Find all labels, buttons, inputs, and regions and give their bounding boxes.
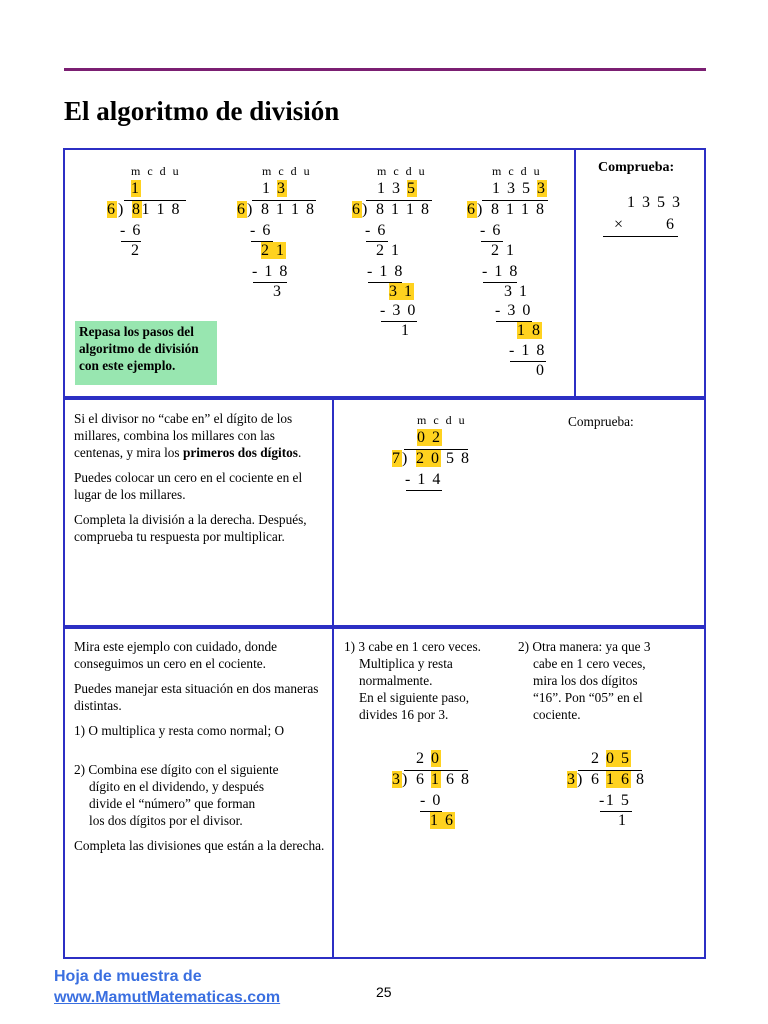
instruction-paragraph: Puedes colocar un cero en el cociente en el lugar de los millares. [74, 470, 303, 502]
quotient: 0 2 [417, 429, 442, 446]
divisor: 6 [107, 201, 117, 218]
place-labels: m c d u [417, 413, 467, 427]
dividend: 81 1 8 [132, 201, 181, 218]
step-subtract: - 3 0 [380, 302, 417, 319]
step-remainder: 2 1 [491, 242, 516, 259]
bracket: ) [477, 201, 484, 218]
review-note: Repasa los pasos del algoritmo de división con este ejemplo. [75, 321, 217, 385]
section-3-text [74, 638, 326, 862]
step-subtract: -1 5 [599, 792, 631, 809]
step-subtract: - 1 8 [252, 263, 289, 280]
step-remainder: 3 [273, 283, 283, 300]
times-sign: × [614, 216, 625, 233]
check-label: Comprueba: [568, 414, 634, 429]
step-remainder: 2 1 [376, 242, 401, 259]
quotient: 2 0 5 [591, 750, 631, 767]
instruction-paragraph: Puedes manejar esta situación en dos maneras distintas. [74, 681, 319, 713]
divisor: 6 [237, 201, 247, 218]
place-labels: m c d u [492, 164, 542, 178]
instruction-paragraph: Completa la división a la derecha. Después, comprueba tu respuesta por multiplicar. [74, 512, 307, 544]
step-subtract: - 6 [120, 222, 142, 239]
section-2-text [74, 410, 326, 553]
step-remainder: 1 8 [517, 322, 542, 339]
place-labels: m c d u [262, 164, 312, 178]
check-title: Comprueba: [598, 160, 675, 175]
step-subtract: - 1 8 [482, 263, 519, 280]
step-remainder: 2 [131, 242, 141, 259]
dividend: 8 1 1 8 [376, 201, 431, 218]
check-multiplier: 6 [666, 216, 676, 233]
section-2-divider [332, 398, 334, 627]
step-remainder: 1 6 [430, 812, 455, 829]
step-subtract: - 6 [480, 222, 502, 239]
divisor: 3 [392, 771, 402, 788]
dividend: 6 1 6 8 [591, 771, 646, 788]
quotient: 1 3 [262, 180, 287, 197]
bracket: ) [402, 450, 409, 467]
divisor: 7 [392, 450, 402, 467]
divisor: 6 [352, 201, 362, 218]
place-labels: m c d u [377, 164, 427, 178]
place-labels: m c d u [131, 164, 181, 178]
instruction-paragraph: Completa las divisiones que están a la derecha. [74, 838, 325, 853]
step-subtract: - 1 8 [509, 342, 546, 359]
bracket: ) [577, 771, 584, 788]
section-1-check-divider [574, 148, 576, 398]
step-subtract: - 1 8 [367, 263, 404, 280]
step-subtract: - 0 [420, 792, 442, 809]
check-rule [603, 236, 678, 237]
dividend: 2 0 5 8 [416, 450, 471, 467]
method-1-text: 1) 3 cabe en 1 cero veces. Multiplica y resta normalmente. En el siguiente paso, divides 16 por 3. [344, 639, 481, 722]
dividend: 6 1 6 8 [416, 771, 471, 788]
instruction-paragraph: Mira este ejemplo con cuidado, donde conseguimos un cero en el cociente. [74, 639, 278, 671]
instruction-paragraph: Si el divisor no “cabe en” el dígito de los millares, combina los millares con las centenas, y mira los primeros dos dígitos. [74, 411, 302, 460]
quotient: 1 3 5 [377, 180, 417, 197]
bracket: ) [402, 771, 409, 788]
dividend: 8 1 1 8 [491, 201, 546, 218]
check-number: 1 3 5 3 [627, 194, 682, 211]
step-remainder: 1 [401, 322, 411, 339]
step-remainder: 1 [618, 812, 628, 829]
step-subtract: - 3 0 [495, 302, 532, 319]
step-subtract: - 6 [365, 222, 387, 239]
instruction-paragraph: 1) O multiplica y resta como normal; O [74, 723, 285, 738]
bracket: ) [247, 201, 254, 218]
step-rule [406, 490, 442, 491]
quotient: 2 0 [416, 750, 441, 767]
instruction-paragraph: 2) Combina ese dígito con el siguiente dígito en el dividendo, y después divide el “número” que forman los dos dígitos por el divisor. [74, 762, 279, 828]
footer-text: Hoja de muestra de [54, 968, 202, 985]
step-subtract: - 6 [250, 222, 272, 239]
bracket: ) [118, 201, 125, 218]
footer-credit [54, 966, 280, 1008]
divisor: 6 [467, 201, 477, 218]
method-2-text: 2) Otra manera: ya que 3 cabe en 1 cero veces, mira los dos dígitos “16”. Pon “05” en el cociente. [518, 639, 651, 722]
bracket: ) [362, 201, 369, 218]
page-number: 25 [376, 984, 392, 1000]
footer-link[interactable]: www.MamutMatematicas.com [54, 989, 281, 1006]
step-subtract: - 1 4 [405, 471, 442, 488]
dividend: 8 1 1 8 [261, 201, 316, 218]
page-title: El algoritmo de división [64, 96, 340, 126]
step-remainder: 3 1 [389, 283, 414, 300]
top-rule [64, 68, 706, 71]
step-rule [381, 321, 417, 322]
step-remainder: 3 1 [504, 283, 529, 300]
step-remainder: 2 1 [261, 242, 286, 259]
divisor: 3 [567, 771, 577, 788]
step-remainder: 0 [536, 362, 546, 379]
section-3-divider [332, 627, 334, 959]
quotient: 1 3 5 3 [492, 180, 547, 197]
quotient: 1 [131, 180, 141, 197]
